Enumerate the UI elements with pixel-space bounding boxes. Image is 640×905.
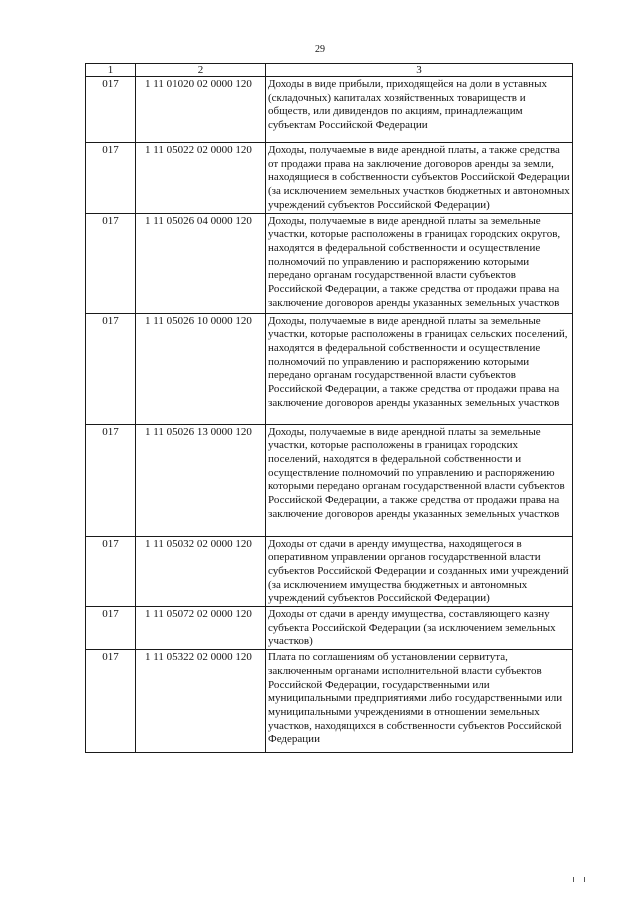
description-cell: Доходы, получаемые в виде арендной платы за земельные участки, которые расположены в границах сельских поселений, находятся в федеральной собственности и осуществление полномочий по управлению и распоряжению которыми передано органам государственной власти субъектов Российской Федерации, а также средства от продажи права на заключение договоров аренды указанных земельных участков xyxy=(266,313,573,424)
revenue-codes-table xyxy=(85,63,573,753)
budget-code-cell: 1 11 05026 04 0000 120 xyxy=(136,213,266,313)
scan-artifact-mark xyxy=(573,877,574,882)
admin-code-cell: 017 xyxy=(86,313,136,424)
budget-code-cell: 1 11 01020 02 0000 120 xyxy=(136,77,266,143)
budget-code-cell: 1 11 05026 10 0000 120 xyxy=(136,313,266,424)
admin-code-cell: 017 xyxy=(86,77,136,143)
table-row xyxy=(86,143,573,214)
table-row xyxy=(86,77,573,143)
header-cell-3: 3 xyxy=(266,64,573,77)
table-header-row xyxy=(86,64,573,77)
admin-code-cell: 017 xyxy=(86,213,136,313)
table-row xyxy=(86,313,573,424)
admin-code-cell: 017 xyxy=(86,650,136,753)
admin-code-cell: 017 xyxy=(86,424,136,536)
scan-artifact-mark xyxy=(584,877,585,882)
table-row xyxy=(86,536,573,607)
admin-code-cell: 017 xyxy=(86,143,136,214)
budget-code-cell: 1 11 05072 02 0000 120 xyxy=(136,607,266,650)
description-cell: Доходы от сдачи в аренду имущества, находящегося в оперативном управлении органов государственной власти субъектов Российской Федерации и созданных ими учреждений (за исключением имущества бюджетных и автономных учреждений субъектов Российской Федерации) xyxy=(266,536,573,607)
description-cell: Доходы, получаемые в виде арендной платы за земельные участки, которые расположены в границах городских округов, находятся в федеральной собственности и осуществление полномочий по управлению и распоряжению которыми передано органам государственной власти субъектов Российской Федерации, а также средства от продажи права на заключение договоров аренды указанных земельных участков xyxy=(266,213,573,313)
table-row xyxy=(86,607,573,650)
header-cell-2: 2 xyxy=(136,64,266,77)
description-cell: Плата по соглашениям об установлении сервитута, заключенным органами исполнительной власти субъектов Российской Федерации, государственными или муниципальными предприятиями либо государственными или муниципальными учреждениями в отношении земельных участков, находящихся в собственности субъектов Российской Федерации xyxy=(266,650,573,753)
budget-code-cell: 1 11 05022 02 0000 120 xyxy=(136,143,266,214)
description-cell: Доходы от сдачи в аренду имущества, составляющего казну субъекта Российской Федерации (за исключением земельных участков) xyxy=(266,607,573,650)
page-number: 29 xyxy=(315,44,325,55)
budget-code-cell: 1 11 05032 02 0000 120 xyxy=(136,536,266,607)
header-cell-1: 1 xyxy=(86,64,136,77)
admin-code-cell: 017 xyxy=(86,536,136,607)
table-row xyxy=(86,213,573,313)
table-row xyxy=(86,650,573,753)
budget-code-cell: 1 11 05026 13 0000 120 xyxy=(136,424,266,536)
admin-code-cell: 017 xyxy=(86,607,136,650)
description-cell: Доходы, получаемые в виде арендной платы, а также средства от продажи права на заключение договоров аренды за земли, находящиеся в собственности субъектов Российской Федерации (за исключением земельных участков бюджетных и автономных учреждений субъектов Российской Федерации) xyxy=(266,143,573,214)
description-cell: Доходы в виде прибыли, приходящейся на доли в уставных (складочных) капиталах хозяйственных товариществ и обществ, или дивидендов по акциям, принадлежащим субъектам Российской Федерации xyxy=(266,77,573,143)
table-row xyxy=(86,424,573,536)
budget-code-cell: 1 11 05322 02 0000 120 xyxy=(136,650,266,753)
description-cell: Доходы, получаемые в виде арендной платы за земельные участки, которые расположены в границах городских поселений, находятся в федеральной собственности и осуществление полномочий по управлению и распоряжению которыми передано органам государственной власти субъектов Российской Федерации, а также средства от продажи права на заключение договоров аренды указанных земельных участков xyxy=(266,424,573,536)
